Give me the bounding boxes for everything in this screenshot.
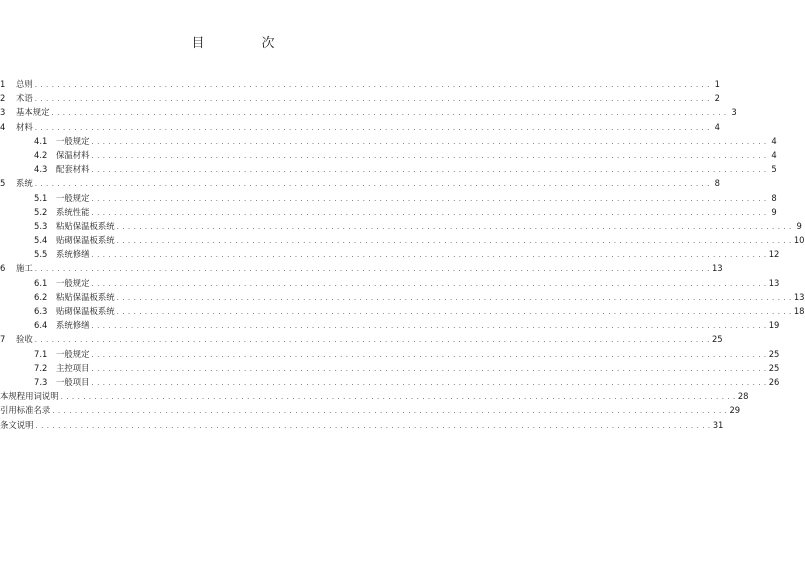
toc-entry-page-number: 10: [793, 235, 805, 246]
toc-entry[interactable]: [0, 418, 724, 432]
toc-entry-number: 6.2: [34, 291, 48, 302]
toc-dot-leader: . . . . . . . . . . . . . . . . . . . . . . . . . . . . . . . . . . . . . . . . . . . . . . . . . . . . . . . . . . . . . . . . . . . . . . . . . . . . . . . . . . . . . . . . . . . . . . . . . . . . . . . . . . . . . . . . . . . . . . . .: [116, 222, 792, 231]
toc-entry-page-number: 12: [768, 249, 780, 260]
toc-entry-number: 7.2: [34, 362, 48, 373]
toc-entry[interactable]: [0, 318, 780, 332]
toc-entry-label: 施工: [16, 263, 33, 274]
toc-entry-page-number: 4: [771, 135, 777, 146]
toc-entry-number: 5.3: [34, 220, 48, 231]
toc-dot-leader: . . . . . . . . . . . . . . . . . . . . . . . . . . . . . . . . . . . . . . . . . . . . . . . . . . . . . . . . . . . . . . . . . . . . . . . . . . . . . . . . . . . . . . . . . . . . . . . . . . . . . . . . . . . . . . . . . . . . . . . .: [34, 95, 710, 104]
toc-entry[interactable]: [0, 261, 723, 275]
toc-dot-leader: . . . . . . . . . . . . . . . . . . . . . . . . . . . . . . . . . . . . . . . . . . . . . . . . . . . . . . . . . . . . . . . . . . . . . . . . . . . . . . . . . . . . . . . . . . . . . . . . . . . . . . . . . . . . . . . . . . . . . . . .: [91, 350, 767, 359]
toc-dot-leader: . . . . . . . . . . . . . . . . . . . . . . . . . . . . . . . . . . . . . . . . . . . . . . . . . . . . . . . . . . . . . . . . . . . . . . . . . . . . . . . . . . . . . . . . . . . . . . . . . . . . . . . . . . . . . . . . . . . . . . . .: [91, 378, 767, 387]
toc-entry-label: 引用标准名录: [0, 405, 51, 416]
toc-entry[interactable]: [0, 389, 749, 403]
toc-entry-number: 7.3: [34, 376, 48, 387]
toc-entry[interactable]: [0, 375, 780, 389]
toc-dot-leader: . . . . . . . . . . . . . . . . . . . . . . . . . . . . . . . . . . . . . . . . . . . . . . . . . . . . . . . . . . . . . . . . . . . . . . . . . . . . . . . . . . . . . . . . . . . . . . . . . . . . . . . . . . . . . . . . . . . . . . . .: [91, 279, 767, 288]
toc-entry-label: 系统性能: [56, 206, 90, 217]
toc-entry[interactable]: [0, 134, 777, 148]
toc-entry-number: 5.2: [34, 206, 48, 217]
toc-entry-label: 验收: [16, 334, 33, 345]
toc-dot-leader: . . . . . . . . . . . . . . . . . . . . . . . . . . . . . . . . . . . . . . . . . . . . . . . . . . . . . . . . . . . . . . . . . . . . . . . . . . . . . . . . . . . . . . . . . . . . . . . . . . . . . . . . . . . . . . . . . . . . . . . .: [91, 166, 767, 175]
toc-entry-label: 条文说明: [0, 419, 34, 430]
toc-entry-page-number: 13: [711, 263, 723, 274]
toc-entry-number: 7.1: [34, 348, 48, 359]
toc-dot-leader: . . . . . . . . . . . . . . . . . . . . . . . . . . . . . . . . . . . . . . . . . . . . . . . . . . . . . . . . . . . . . . . . . . . . . . . . . . . . . . . . . . . . . . . . . . . . . . . . . . . . . . . . . . . . . . . . . . . . . . . .: [60, 393, 736, 402]
toc-entry-label: 一般规定: [56, 135, 90, 146]
toc-entry-label: 材料: [16, 121, 33, 132]
toc-entry-number: 3: [0, 107, 6, 118]
toc-entry-label: 一般规定: [56, 277, 90, 288]
toc-entry-page-number: 25: [768, 348, 780, 359]
toc-entry-page-number: 18: [793, 306, 805, 316]
toc-entry[interactable]: [0, 205, 777, 219]
toc-entry-label: 系统: [16, 178, 33, 189]
toc-entry-label: 本规程用词说明: [0, 391, 59, 402]
toc-entry[interactable]: [0, 332, 723, 346]
toc-entry[interactable]: [0, 120, 720, 134]
toc-dot-leader: . . . . . . . . . . . . . . . . . . . . . . . . . . . . . . . . . . . . . . . . . . . . . . . . . . . . . . . . . . . . . . . . . . . . . . . . . . . . . . . . . . . . . . . . . . . . . . . . . . . . . . . . . . . . . . . . . . . . . . . .: [116, 293, 792, 302]
toc-entry[interactable]: [0, 162, 777, 176]
toc-entry-page-number: 25: [768, 362, 780, 373]
page-title: 目 次: [191, 36, 297, 51]
toc-entry[interactable]: [0, 276, 780, 290]
toc-entry[interactable]: [0, 105, 737, 119]
toc-entry-number: 7: [0, 334, 6, 345]
toc-entry-number: 1: [0, 79, 6, 89]
toc-entry-number: 4.2: [34, 149, 48, 160]
toc-dot-leader: . . . . . . . . . . . . . . . . . . . . . . . . . . . . . . . . . . . . . . . . . . . . . . . . . . . . . . . . . . . . . . . . . . . . . . . . . . . . . . . . . . . . . . . . . . . . . . . . . . . . . . . . . . . . . . . . . . . . . . . .: [91, 251, 767, 260]
toc-entry-page-number: 1: [714, 79, 720, 89]
toc-entry-page-number: 28: [737, 391, 749, 402]
toc-entry-label: 系统修缮: [56, 249, 90, 260]
toc-entry-page-number: 8: [771, 192, 777, 203]
toc-entry-label: 术语: [16, 93, 33, 104]
toc-entry-page-number: 9: [796, 220, 802, 231]
toc-dot-leader: . . . . . . . . . . . . . . . . . . . . . . . . . . . . . . . . . . . . . . . . . . . . . . . . . . . . . . . . . . . . . . . . . . . . . . . . . . . . . . . . . . . . . . . . . . . . . . . . . . . . . . . . . . . . . . . . . . . . . . . .: [91, 364, 767, 373]
toc-entry-number: 6.1: [34, 277, 48, 288]
toc-entry-page-number: 4: [714, 121, 720, 132]
toc-entry-number: 5.5: [34, 249, 48, 260]
toc-entry-page-number: 3: [731, 107, 737, 118]
toc-entry-label: 一般项目: [56, 376, 90, 387]
toc-entry[interactable]: [0, 290, 805, 304]
toc-dot-leader: . . . . . . . . . . . . . . . . . . . . . . . . . . . . . . . . . . . . . . . . . . . . . . . . . . . . . . . . . . . . . . . . . . . . . . . . . . . . . . . . . . . . . . . . . . . . . . . . . . . . . . . . . . . . . . . . . . . . . . . .: [35, 421, 711, 430]
table-of-contents: [0, 77, 805, 432]
toc-entry-label: 总则: [16, 79, 33, 89]
toc-dot-leader: . . . . . . . . . . . . . . . . . . . . . . . . . . . . . . . . . . . . . . . . . . . . . . . . . . . . . . . . . . . . . . . . . . . . . . . . . . . . . . . . . . . . . . . . . . . . . . . . . . . . . . . . . . . . . . . . . . . . . . . .: [91, 194, 767, 203]
toc-entry-label: 贴砌保温板系统: [56, 235, 115, 246]
toc-dot-leader: . . . . . . . . . . . . . . . . . . . . . . . . . . . . . . . . . . . . . . . . . . . . . . . . . . . . . . . . . . . . . . . . . . . . . . . . . . . . . . . . . . . . . . . . . . . . . . . . . . . . . . . . . . . . . . . . . . . . . . . .: [34, 180, 710, 189]
toc-dot-leader: . . . . . . . . . . . . . . . . . . . . . . . . . . . . . . . . . . . . . . . . . . . . . . . . . . . . . . . . . . . . . . . . . . . . . . . . . . . . . . . . . . . . . . . . . . . . . . . . . . . . . . . . . . . . . . . . . . . . . . . .: [52, 407, 728, 416]
toc-dot-leader: . . . . . . . . . . . . . . . . . . . . . . . . . . . . . . . . . . . . . . . . . . . . . . . . . . . . . . . . . . . . . . . . . . . . . . . . . . . . . . . . . . . . . . . . . . . . . . . . . . . . . . . . . . . . . . . . . . . . . . . .: [116, 237, 792, 246]
toc-entry-page-number: 25: [711, 334, 723, 345]
toc-entry-number: 5.1: [34, 192, 48, 203]
toc-entry-label: 配套材料: [56, 164, 90, 175]
toc-entry-label: 贴砌保温板系统: [56, 306, 115, 316]
toc-dot-leader: . . . . . . . . . . . . . . . . . . . . . . . . . . . . . . . . . . . . . . . . . . . . . . . . . . . . . . . . . . . . . . . . . . . . . . . . . . . . . . . . . . . . . . . . . . . . . . . . . . . . . . . . . . . . . . . . . . . . . . . .: [116, 308, 792, 316]
toc-entry-label: 一般规定: [56, 192, 90, 203]
toc-entry[interactable]: [0, 247, 780, 261]
toc-entry-number: 4: [0, 121, 6, 132]
toc-entry-number: 4.1: [34, 135, 48, 146]
toc-entry-page-number: 19: [768, 320, 780, 331]
toc-entry-page-number: 29: [729, 405, 741, 416]
toc-entry[interactable]: [0, 347, 780, 361]
toc-entry-number: 6.3: [34, 306, 48, 316]
toc-entry-label: 粘贴保温板系统: [56, 220, 115, 231]
toc-dot-leader: . . . . . . . . . . . . . . . . . . . . . . . . . . . . . . . . . . . . . . . . . . . . . . . . . . . . . . . . . . . . . . . . . . . . . . . . . . . . . . . . . . . . . . . . . . . . . . . . . . . . . . . . . . . . . . . . . . . . . . . .: [34, 265, 710, 274]
toc-entry[interactable]: [0, 361, 780, 375]
toc-entry-page-number: 2: [714, 93, 720, 104]
toc-entry[interactable]: [0, 77, 720, 91]
toc-entry-number: 5: [0, 178, 6, 189]
toc-entry[interactable]: [0, 219, 802, 233]
toc-dot-leader: . . . . . . . . . . . . . . . . . . . . . . . . . . . . . . . . . . . . . . . . . . . . . . . . . . . . . . . . . . . . . . . . . . . . . . . . . . . . . . . . . . . . . . . . . . . . . . . . . . . . . . . . . . . . . . . . . . . . . . . .: [91, 137, 767, 146]
toc-dot-leader: . . . . . . . . . . . . . . . . . . . . . . . . . . . . . . . . . . . . . . . . . . . . . . . . . . . . . . . . . . . . . . . . . . . . . . . . . . . . . . . . . . . . . . . . . . . . . . . . . . . . . . . . . . . . . . . . . . . . . . . .: [51, 109, 727, 118]
toc-dot-leader: . . . . . . . . . . . . . . . . . . . . . . . . . . . . . . . . . . . . . . . . . . . . . . . . . . . . . . . . . . . . . . . . . . . . . . . . . . . . . . . . . . . . . . . . . . . . . . . . . . . . . . . . . . . . . . . . . . . . . . . .: [34, 81, 710, 89]
toc-dot-leader: . . . . . . . . . . . . . . . . . . . . . . . . . . . . . . . . . . . . . . . . . . . . . . . . . . . . . . . . . . . . . . . . . . . . . . . . . . . . . . . . . . . . . . . . . . . . . . . . . . . . . . . . . . . . . . . . . . . . . . . .: [91, 322, 767, 331]
toc-entry-number: 6.4: [34, 320, 48, 331]
toc-entry[interactable]: [0, 233, 805, 247]
toc-entry-number: 5.4: [34, 235, 48, 246]
toc-entry-label: 一般规定: [56, 348, 90, 359]
toc-dot-leader: . . . . . . . . . . . . . . . . . . . . . . . . . . . . . . . . . . . . . . . . . . . . . . . . . . . . . . . . . . . . . . . . . . . . . . . . . . . . . . . . . . . . . . . . . . . . . . . . . . . . . . . . . . . . . . . . . . . . . . . .: [91, 208, 767, 217]
toc-entry-page-number: 5: [771, 164, 777, 175]
toc-entry-label: 基本规定: [16, 107, 50, 118]
toc-entry-page-number: 26: [768, 376, 780, 387]
toc-entry-page-number: 8: [714, 178, 720, 189]
toc-entry-page-number: 9: [771, 206, 777, 217]
toc-dot-leader: . . . . . . . . . . . . . . . . . . . . . . . . . . . . . . . . . . . . . . . . . . . . . . . . . . . . . . . . . . . . . . . . . . . . . . . . . . . . . . . . . . . . . . . . . . . . . . . . . . . . . . . . . . . . . . . . . . . . . . . .: [34, 123, 710, 132]
toc-entry-label: 粘贴保温板系统: [56, 291, 115, 302]
toc-entry-page-number: 13: [793, 291, 805, 302]
toc-entry[interactable]: [0, 176, 720, 190]
toc-entry[interactable]: [0, 304, 805, 318]
toc-entry-label: 保温材料: [56, 149, 90, 160]
toc-entry-page-number: 31: [712, 419, 724, 430]
toc-entry-label: 主控项目: [56, 362, 90, 373]
toc-entry-page-number: 4: [771, 149, 777, 160]
toc-entry[interactable]: [0, 191, 777, 205]
toc-entry-page-number: 13: [768, 277, 780, 288]
toc-entry-label: 系统修缮: [56, 320, 90, 331]
toc-entry[interactable]: [0, 91, 720, 105]
toc-entry-number: 6: [0, 263, 6, 274]
toc-entry-number: 4.3: [34, 164, 48, 175]
toc-entry-number: 2: [0, 93, 6, 104]
toc-dot-leader: . . . . . . . . . . . . . . . . . . . . . . . . . . . . . . . . . . . . . . . . . . . . . . . . . . . . . . . . . . . . . . . . . . . . . . . . . . . . . . . . . . . . . . . . . . . . . . . . . . . . . . . . . . . . . . . . . . . . . . . .: [91, 151, 767, 160]
toc-entry[interactable]: [0, 148, 777, 162]
toc-dot-leader: . . . . . . . . . . . . . . . . . . . . . . . . . . . . . . . . . . . . . . . . . . . . . . . . . . . . . . . . . . . . . . . . . . . . . . . . . . . . . . . . . . . . . . . . . . . . . . . . . . . . . . . . . . . . . . . . . . . . . . . .: [34, 336, 710, 345]
toc-entry[interactable]: [0, 403, 741, 417]
